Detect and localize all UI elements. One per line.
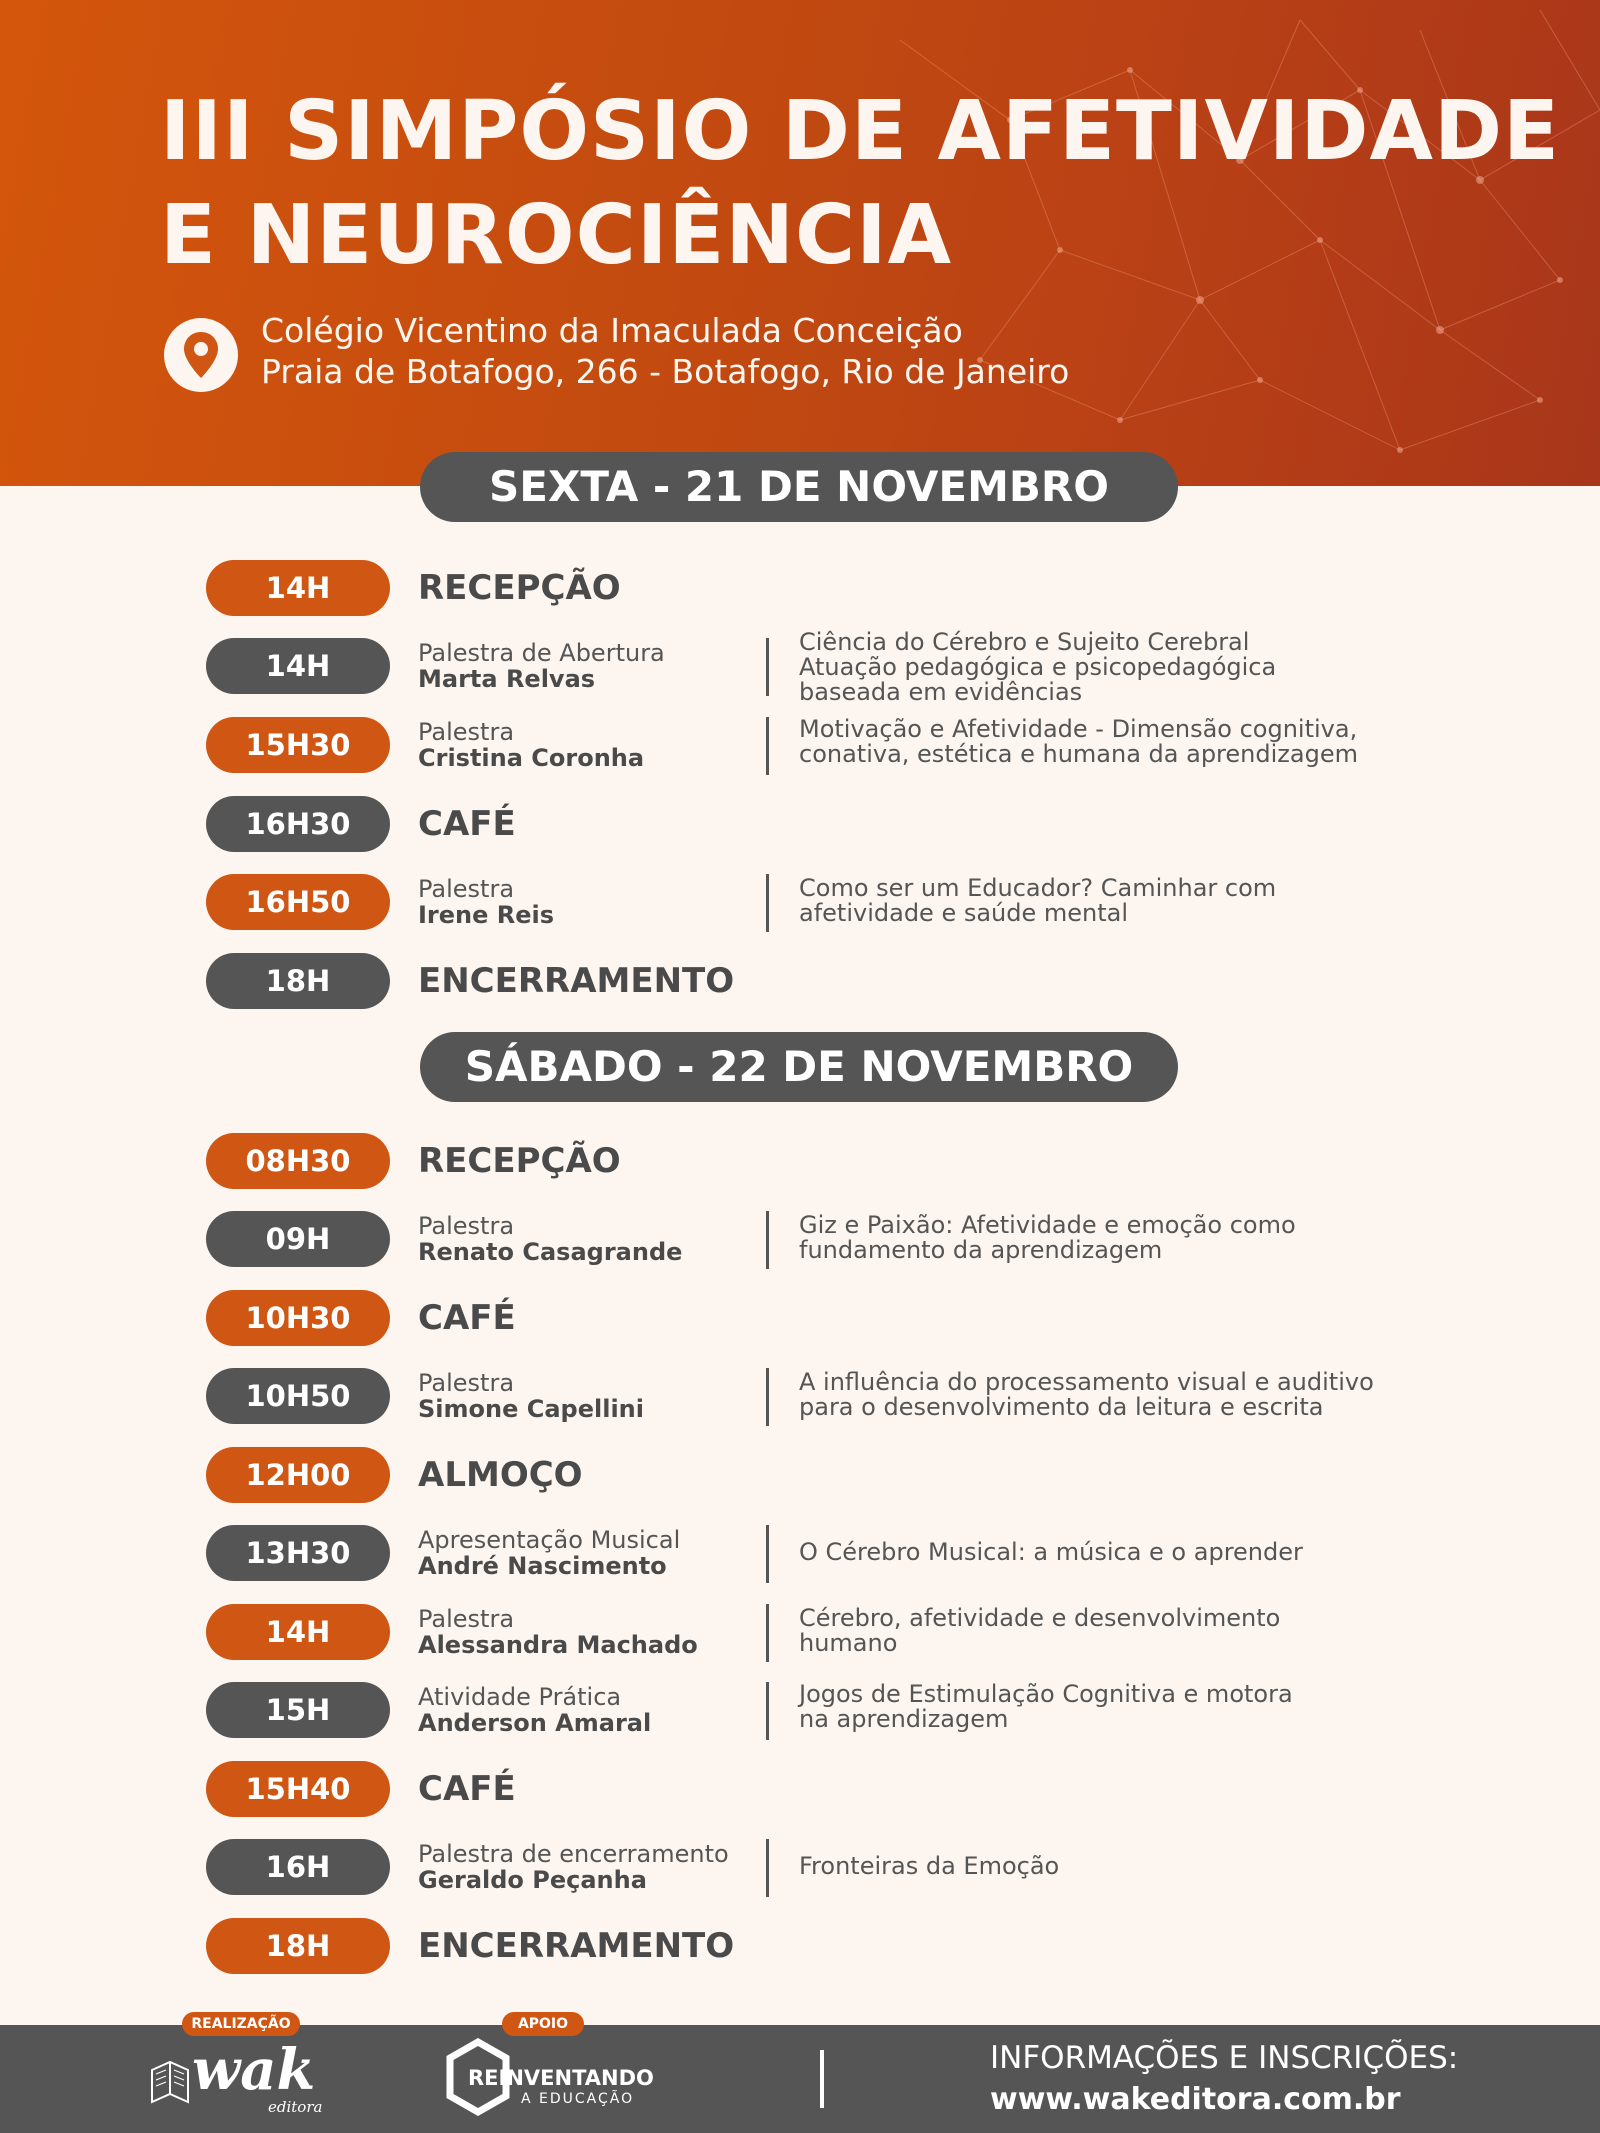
speaker-name: Cristina Coronha — [418, 744, 645, 772]
schedule-row — [0, 560, 1600, 618]
venue-street: Praia de Botafogo, 266 - Botafogo, Rio de Janeiro — [261, 352, 1070, 391]
website-link[interactable]: www.wakeditora.com.br — [990, 2082, 1401, 2117]
topic-line: para o desenvolvimento da leitura e escrita — [799, 1393, 1324, 1421]
speaker-name: Alessandra Machado — [418, 1631, 698, 1659]
time-badge: 18H — [206, 953, 390, 1009]
time-badge: 15H30 — [206, 717, 390, 773]
time-badge: 16H50 — [206, 874, 390, 930]
session-role: Palestra — [418, 875, 515, 903]
divider — [766, 1604, 769, 1662]
session-topic — [799, 1854, 1519, 1879]
wak-logo-text: wak — [192, 2037, 316, 2103]
venue-name: Colégio Vicentino da Imaculada Conceição — [261, 311, 963, 350]
session-role: Apresentação Musical — [418, 1526, 681, 1554]
topic-line: Jogos de Estimulação Cognitiva e motora — [799, 1680, 1293, 1708]
speaker-block — [418, 640, 665, 692]
session-topic — [799, 1540, 1519, 1565]
topic-line: Motivação e Afetividade - Dimensão cognitiva, — [799, 715, 1358, 743]
time-badge: 14H — [206, 638, 390, 694]
schedule-row — [0, 1682, 1600, 1740]
topic-line: na aprendizagem — [799, 1705, 1009, 1733]
schedule-row — [0, 717, 1600, 775]
speaker-block — [418, 1213, 682, 1265]
header-banner — [0, 0, 1600, 486]
schedule-row — [0, 1133, 1600, 1191]
time-badge: 10H30 — [206, 1290, 390, 1346]
session-label: RECEPÇÃO — [418, 568, 621, 608]
time-badge: 13H30 — [206, 1525, 390, 1581]
session-label: RECEPÇÃO — [418, 1141, 621, 1181]
speaker-block — [418, 1684, 651, 1736]
topic-line: Fronteiras da Emoção — [799, 1852, 1060, 1880]
session-topic — [799, 1213, 1519, 1263]
session-role: Palestra — [418, 718, 515, 746]
schedule-row — [0, 1525, 1600, 1583]
speaker-block — [418, 1606, 698, 1658]
topic-line: baseada em evidências — [799, 678, 1083, 706]
divider — [766, 874, 769, 932]
schedule-row — [0, 1761, 1600, 1819]
topic-line: afetividade e saúde mental — [799, 899, 1129, 927]
speaker-block — [418, 876, 554, 928]
speaker-name: Anderson Amaral — [418, 1709, 652, 1737]
schedule-row — [0, 1839, 1600, 1897]
divider — [766, 638, 769, 696]
session-topic — [799, 717, 1519, 767]
schedule-row — [0, 1211, 1600, 1269]
session-label: CAFÉ — [418, 804, 516, 844]
schedule-row — [0, 1918, 1600, 1976]
wak-editora-logo — [148, 2037, 338, 2120]
speaker-name: André Nascimento — [418, 1552, 667, 1580]
divider — [766, 1211, 769, 1269]
footer-divider — [820, 2050, 824, 2108]
time-badge: 18H — [206, 1918, 390, 1974]
session-label: CAFÉ — [418, 1769, 516, 1809]
divider — [766, 717, 769, 775]
schedule-row — [0, 874, 1600, 932]
speaker-name: Simone Capellini — [418, 1395, 644, 1423]
speaker-name: Irene Reis — [418, 901, 555, 929]
time-badge: 15H — [206, 1682, 390, 1738]
topic-line: fundamento da aprendizagem — [799, 1236, 1163, 1264]
time-badge: 14H — [206, 560, 390, 616]
schedule-row — [0, 1290, 1600, 1348]
session-topic — [799, 1606, 1519, 1656]
time-badge: 16H30 — [206, 796, 390, 852]
topic-line: Ciência do Cérebro e Sujeito Cerebral — [799, 628, 1250, 656]
speaker-block — [418, 1841, 729, 1893]
speaker-name: Renato Casagrande — [418, 1238, 683, 1266]
session-topic — [799, 1370, 1519, 1420]
schedule-row — [0, 1368, 1600, 1426]
apoio-tag: APOIO — [502, 2012, 584, 2036]
schedule-row — [0, 1447, 1600, 1505]
time-badge: 09H — [206, 1211, 390, 1267]
session-role: Palestra de Abertura — [418, 639, 665, 667]
divider — [766, 1839, 769, 1897]
speaker-name: Marta Relvas — [418, 665, 596, 693]
divider — [766, 1368, 769, 1426]
friday-heading: SEXTA - 21 DE NOVEMBRO — [420, 452, 1178, 522]
schedule-row — [0, 628, 1600, 706]
speaker-block — [418, 719, 644, 771]
venue-address — [261, 310, 1069, 392]
realizacao-tag: REALIZAÇÃO — [182, 2012, 300, 2036]
event-title — [160, 80, 1560, 288]
schedule-row — [0, 1604, 1600, 1662]
time-badge: 12H00 — [206, 1447, 390, 1503]
time-badge: 14H — [206, 1604, 390, 1660]
topic-line: conativa, estética e humana da aprendizagem — [799, 740, 1358, 768]
speaker-name: Geraldo Peçanha — [418, 1866, 647, 1894]
time-badge: 10H50 — [206, 1368, 390, 1424]
event-title-line1: III SIMPÓSIO DE AFETIVIDADE — [160, 84, 1561, 179]
session-label: CAFÉ — [418, 1298, 516, 1338]
schedule-row — [0, 953, 1600, 1011]
speaker-block — [418, 1527, 680, 1579]
topic-line: Giz e Paixão: Afetividade e emoção como — [799, 1211, 1296, 1239]
topic-line: Atuação pedagógica e psicopedagógica — [799, 653, 1277, 681]
speaker-block — [418, 1370, 644, 1422]
info-label: INFORMAÇÕES E INSCRIÇÕES: — [990, 2040, 1459, 2076]
session-label: ALMOÇO — [418, 1455, 583, 1495]
topic-line: Como ser um Educador? Caminhar com — [799, 874, 1277, 902]
divider — [766, 1525, 769, 1583]
topic-line: humano — [799, 1629, 898, 1657]
topic-line: O Cérebro Musical: a música e o aprender — [799, 1538, 1303, 1566]
time-badge: 15H40 — [206, 1761, 390, 1817]
session-label: ENCERRAMENTO — [418, 1926, 735, 1966]
topic-line: A influência do processamento visual e auditivo — [799, 1368, 1374, 1396]
event-title-line2: E NEUROCIÊNCIA — [160, 188, 953, 283]
session-role: Palestra de encerramento — [418, 1840, 729, 1868]
session-topic — [799, 1682, 1519, 1732]
time-badge: 08H30 — [206, 1133, 390, 1189]
session-topic — [799, 630, 1519, 705]
session-label: ENCERRAMENTO — [418, 961, 735, 1001]
session-topic — [799, 876, 1519, 926]
topic-line: Cérebro, afetividade e desenvolvimento — [799, 1604, 1281, 1632]
session-role: Palestra — [418, 1605, 515, 1633]
location-pin-icon — [164, 318, 238, 392]
session-role: Palestra — [418, 1369, 515, 1397]
reinventando-logo-text: REINVENTANDO — [468, 2066, 654, 2090]
session-role: Atividade Prática — [418, 1683, 622, 1711]
saturday-heading: SÁBADO - 22 DE NOVEMBRO — [420, 1032, 1178, 1102]
session-role: Palestra — [418, 1212, 515, 1240]
reinventando-logo-sub: A EDUCAÇÃO — [521, 2091, 635, 2107]
divider — [766, 1682, 769, 1740]
schedule-row — [0, 796, 1600, 854]
wak-logo-sub: editora — [268, 2098, 323, 2116]
time-badge: 16H — [206, 1839, 390, 1895]
